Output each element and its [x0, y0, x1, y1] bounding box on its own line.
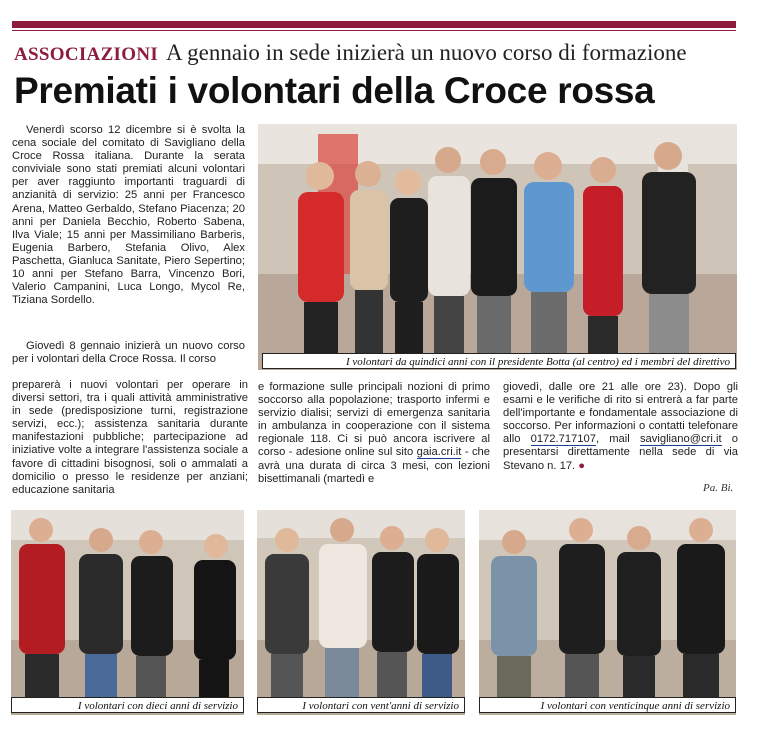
article-column-2 [12, 379, 248, 497]
email-link[interactable]: savigliano@cri.it [639, 433, 722, 446]
paragraph-contacts: giovedì, dalle ore 21 alle ore 23). Dopo gli esami e le verifiche di rito si entrerà a far parte dell'importante e fondamentale associazione di soccorso. Per informazioni o contatti telefonare allo 0172.717107, mail savigliano@cri.it o presentarsi direttamente nella sede di via Stevano n. 17. ● [503, 381, 738, 472]
headline: Premiati i volontari della Croce rossa [14, 70, 655, 111]
kicker [14, 40, 739, 66]
paragraph-course-sectors: preparerà i nuovi volontari per operare in diversi settori, tra i quali attività amministrative in sede (predisposizione turni, registrazione servizi, ecc.); assistenza sanitaria durante manifestazioni pubbliche; partecipazione ad iniziative volte a integrare l'assistenza sociale a favore di cittadini bisognosi, soli o ammalati a domicilio o presso le residenze per anziani; educazione sanitaria [12, 379, 248, 496]
phone-number[interactable]: 0172.717107 [530, 433, 596, 446]
top-rule-thin [12, 30, 736, 31]
article-column-3 [258, 381, 490, 486]
section-label: ASSOCIAZIONI [14, 44, 159, 65]
caption-ten-years: I volontari con dieci anni di servizio [11, 697, 244, 713]
photo-ten-years [11, 510, 244, 715]
subheadline: A gennaio in sede inizierà un nuovo corso di formazione [166, 40, 687, 65]
article-column-1 [12, 124, 245, 307]
paragraph-course-details: e formazione sulle principali nozioni di primo soccorso alla popolazione; trasporto infermi e servizio dialisi; servizi di emergenza sanitaria in ambulanza in cooperazione con il sistema regionale 118. Ci si può ancora iscrivere al corso - adesione online sul sito gaia.cri.it - che avrà una durata di circa 3 mesi, con lezioni bisettimanali (martedì e [258, 381, 490, 485]
photo-twenty-years [257, 510, 465, 715]
top-rule [12, 21, 736, 28]
caption-twenty-years: I volontari con vent'anni di servizio [257, 697, 465, 713]
end-mark: ● [578, 459, 586, 472]
photo-main-group [258, 124, 737, 370]
article-column-4 [503, 381, 738, 473]
website-link[interactable]: gaia.cri.it [416, 446, 462, 459]
photo-twentyfive-years [479, 510, 736, 715]
paragraph-awards: Venerdì scorso 12 dicembre si è svolta la cena sociale del comitato di Savigliano della Croce Rossa italiana. Durante la serata conviviale sono stati premiati alcuni volontari per aver raggiunto importanti traguardi di anzianità di servizio: 25 anni per Francesco Arena, Matteo Gerbaldo, Stefano Piacenza; 20 anni per Daniela Becchio, Roberto Sabena, Ilva Viale; 15 anni per Massimiliano Barberis, Eugenia Barbero, Stefania Olivo, Alex Paschetta, Gianluca Sanitate, Piero Sepertino; 10 anni per Stefano Barra, Vincenzo Bori, Valerio Campanini, Luca Longo, Mycol Re, Tiziana Sordello. [12, 124, 245, 307]
article-column-1b [12, 340, 245, 366]
paragraph-course-intro: Giovedì 8 gennaio inizierà un nuovo corso per i volontari della Croce Rossa. Il corso [12, 340, 245, 366]
caption-twentyfive-years: I volontari con venticinque anni di servizio [479, 697, 736, 713]
author-signature: Pa. Bi. [703, 482, 734, 494]
caption-main: I volontari da quindici anni con il presidente Botta (al centro) ed i membri del direttivo [262, 353, 736, 369]
